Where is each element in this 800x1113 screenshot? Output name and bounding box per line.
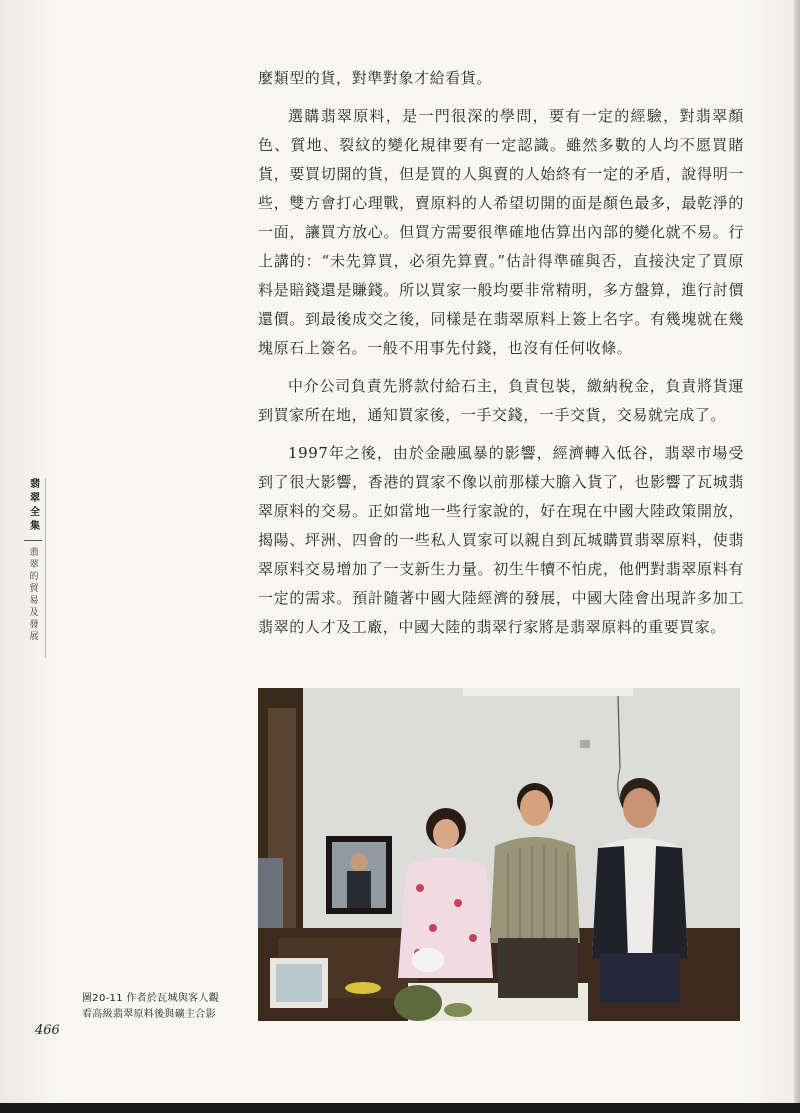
photo-figure-20-11: [258, 688, 740, 1021]
page-right-edge: [794, 0, 800, 1113]
caption-line-2: 看高級翡翠原料後與礦主合影: [82, 1009, 216, 1020]
sidebar-running-head: [21, 478, 45, 652]
paragraph-raw-material-selection: 選購翡翠原料，是一門很深的學問，要有一定的經驗，對翡翠顏色、質地、裂紋的變化規律要有一定認識。雖然多數的人均不愿買賭貨，要買切開的貨，但是買的人與賣的人始終有一定的矛盾，說得明一些，雙方會打心理戰，賣原料的人希望切開的面是顏色最多，最乾淨的一面，讓買方放心。但買方需要很準確地估算出內部的變化就不易。行上講的：“未先算買，必須先算賣。”估計得準確與否，直接決定了買原料是賠錢還是賺錢。所以買家一般均要非常精明，多方盤算，進行討價還價。到最後成交之後，同樣是在翡翠原料上簽上名字。有幾塊就在幾塊原石上簽名。一般不用事先付錢，也沒有任何收條。: [258, 107, 744, 357]
paragraph-intermediary-company: 中介公司負責先將款付給石主，負責包裝，繳納稅金，負責將貨運到買家所在地，通知買家後，一手交錢，一手交貨，交易就完成了。: [258, 377, 744, 424]
sidebar-divider: [45, 478, 46, 658]
scan-bottom-edge: [0, 1103, 800, 1113]
paragraph-continuation: 麼類型的貨，對準對象才給看貨。: [258, 69, 493, 87]
sidebar-rule: [24, 540, 42, 541]
photo-illustration: [258, 688, 740, 1021]
page-number: 466: [35, 1023, 60, 1038]
paragraph-after-1997: 1997年之後，由於金融風暴的影響，經濟轉入低谷，翡翠市場受到了很大影響，香港的買家不像以前那樣大膽入貨了，也影響了瓦城翡翠原料的交易。正如當地一些行家說的，好在現在中國大陸政策開放，揭陽、坪洲、四會的一些私人買家可以親自到瓦城購買翡翠原料，使翡翠原料交易增加了一支新生力量。初生牛犢不怕虎，他們對翡翠原料有一定的需求。預計隨著中國大陸經濟的發展，中國大陸會出現許多加工翡翠的人才及工廠，中國大陸的翡翠行家將是翡翠原料的重要買家。: [258, 444, 744, 636]
figure-caption: [82, 991, 252, 1023]
caption-line-1: 圖20-11 作者於瓦城與客人觀: [82, 993, 220, 1004]
chapter-title: 翡翠的貿易及發展: [27, 547, 38, 643]
body-text: [258, 64, 744, 651]
series-title: 翡翠全集: [27, 478, 39, 534]
